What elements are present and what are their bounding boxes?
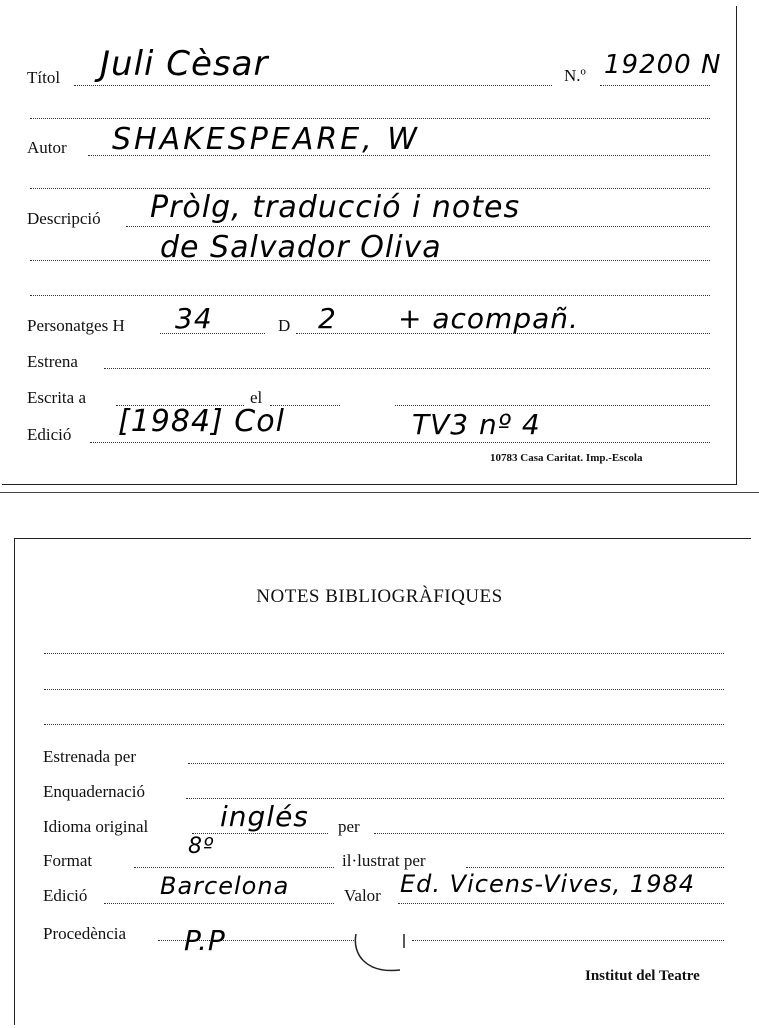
el-line-2 xyxy=(395,405,710,406)
procedencia-label: Procedència xyxy=(43,924,127,943)
per-line xyxy=(374,833,724,834)
number-label: N.º xyxy=(564,66,586,85)
valor-value: Ed. Vicens-Vives, 1984 xyxy=(400,870,695,898)
escrita-label: Escrita a xyxy=(27,388,86,407)
estrenada-line xyxy=(188,763,724,764)
estrena-label: Estrena xyxy=(27,352,78,371)
enquadernacio-line xyxy=(186,798,724,799)
valor-label: Valor xyxy=(344,886,381,905)
number-value: 19200 N xyxy=(604,50,722,80)
number-line xyxy=(600,85,710,86)
estrenada-label: Estrenada per xyxy=(43,747,136,766)
illustrat-label: il·lustrat per xyxy=(342,851,426,870)
procedencia-line-2 xyxy=(412,940,724,941)
edicio-2-line xyxy=(104,903,334,904)
edicio-2-label: Edició xyxy=(43,886,88,905)
descripcio-label: Descripció xyxy=(27,209,101,228)
personatges-d-label: D xyxy=(278,316,291,335)
notes-line xyxy=(44,689,724,690)
format-label: Format xyxy=(43,851,93,870)
per-label: per xyxy=(338,817,360,836)
edicio-value: [1984] Col xyxy=(118,404,285,439)
titol-value: Juli Cèsar xyxy=(100,44,269,84)
illustrat-line xyxy=(466,867,724,868)
idioma-value: inglés xyxy=(220,800,309,833)
institution-stamp: Institut del Teatre xyxy=(585,968,700,984)
estrena-line xyxy=(104,368,710,369)
procedencia-value: P.P xyxy=(184,924,226,957)
valor-line xyxy=(398,903,724,904)
idioma-label: Idioma original xyxy=(43,817,149,836)
separator-line xyxy=(30,188,710,189)
enquadernacio-label: Enquadernació xyxy=(43,782,145,801)
el-label: el xyxy=(250,388,263,407)
edicio-2-value: Barcelona xyxy=(160,872,290,900)
titol-line xyxy=(74,85,552,86)
titol-label: Títol xyxy=(27,68,61,87)
notes-line xyxy=(44,653,724,654)
punch-hole-mark xyxy=(350,930,410,978)
autor-value: SHAKESPEARE, W xyxy=(112,122,420,157)
edicio-extra: TV3 nº 4 xyxy=(412,408,541,441)
descripcio-line xyxy=(126,226,710,227)
edicio-label: Edició xyxy=(27,425,72,444)
format-line xyxy=(134,867,334,868)
descripcio-value-1: Pròlg, traducció i notes xyxy=(150,190,521,225)
personatges-label: Personatges H xyxy=(27,316,125,335)
notes-heading: NOTES BIBLIOGRÀFIQUES xyxy=(256,586,503,607)
printer-imprint: 10783 Casa Caritat. Imp.-Escola xyxy=(490,452,643,464)
personatges-d-value: 2 xyxy=(318,302,337,335)
notes-line xyxy=(44,724,724,725)
descripcio-value-2: de Salvador Oliva xyxy=(160,230,442,265)
separator-line xyxy=(30,295,710,296)
personatges-extra: + acompañ. xyxy=(398,302,579,335)
edicio-line xyxy=(90,442,710,443)
autor-label: Autor xyxy=(27,138,67,157)
format-value: 8º xyxy=(188,834,215,859)
separator-line xyxy=(30,118,710,119)
page-separator xyxy=(0,492,759,493)
personatges-h-value: 34 xyxy=(175,302,213,335)
